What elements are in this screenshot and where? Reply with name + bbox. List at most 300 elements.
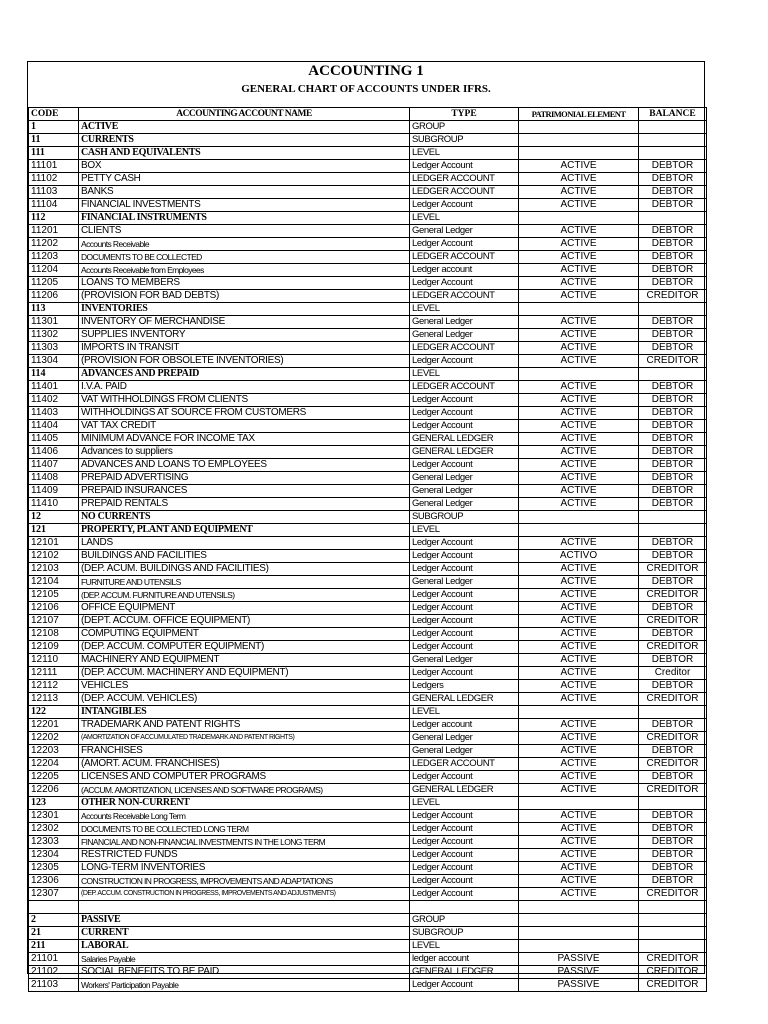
account-type: Ledger Account (410, 771, 519, 784)
table-row (29, 134, 707, 147)
patrimonial-element: PASSIVE (519, 979, 639, 992)
table-row (29, 784, 707, 797)
account-type: ledger account (410, 953, 519, 966)
table-row (29, 862, 707, 875)
account-code: 112 (29, 212, 79, 225)
table-row (29, 758, 707, 771)
account-code: 11103 (29, 186, 79, 199)
account-name: INVENTORY OF MERCHANDISE (79, 316, 410, 329)
table-row (29, 329, 707, 342)
account-code: 111 (29, 147, 79, 160)
table-row (29, 472, 707, 485)
account-code: 11404 (29, 420, 79, 433)
patrimonial-element: ACTIVE (519, 173, 639, 186)
patrimonial-element: ACTIVE (519, 810, 639, 823)
account-type: General Ledger (410, 732, 519, 745)
table-row (29, 316, 707, 329)
table-row (29, 186, 707, 199)
account-name: (PROVISION FOR BAD DEBTS) (79, 290, 410, 303)
account-code: 12107 (29, 615, 79, 628)
account-name: PREPAID INSURANCES (79, 485, 410, 498)
account-balance (639, 134, 707, 147)
account-type: Ledger Account (410, 420, 519, 433)
account-balance (639, 901, 707, 914)
account-code: 12108 (29, 628, 79, 641)
table-row (29, 511, 707, 524)
table-row (29, 615, 707, 628)
account-type: Ledger Account (410, 615, 519, 628)
patrimonial-element: ACTIVE (519, 446, 639, 459)
account-balance: CREDITOR (639, 953, 707, 966)
account-name: DOCUMENTS TO BE COLLECTED (79, 251, 410, 264)
table-row (29, 459, 707, 472)
account-name: FINANCIAL AND NON-FINANCIAL INVESTMENTS IN THE LONG TERM (79, 836, 410, 849)
document-header (28, 62, 704, 106)
account-balance (639, 368, 707, 381)
account-name: Salaries Payable (79, 953, 410, 966)
account-type: General Ledger (410, 485, 519, 498)
account-code: 11303 (29, 342, 79, 355)
patrimonial-element: ACTIVE (519, 342, 639, 355)
patrimonial-element: ACTIVE (519, 745, 639, 758)
patrimonial-element: ACTIVE (519, 264, 639, 277)
account-code: 21102 (29, 966, 79, 979)
table-row (29, 420, 707, 433)
account-name: (DEPT. ACCUM. OFFICE EQUIPMENT) (79, 615, 410, 628)
patrimonial-element: ACTIVE (519, 576, 639, 589)
patrimonial-element: ACTIVE (519, 381, 639, 394)
account-code: 21103 (29, 979, 79, 992)
account-name: (DEP. ACUM. BUILDINGS AND FACILITIES) (79, 563, 410, 576)
account-type: LEDGER ACCOUNT (410, 290, 519, 303)
account-balance: DEBTOR (639, 160, 707, 173)
table-row (29, 706, 707, 719)
account-type: Ledger Account (410, 888, 519, 901)
account-type: General Ledger (410, 654, 519, 667)
table-row (29, 732, 707, 745)
account-name: INTANGIBLES (79, 706, 410, 719)
account-code: 12305 (29, 862, 79, 875)
account-name: TRADEMARK AND PATENT RIGHTS (79, 719, 410, 732)
account-type: SUBGROUP (410, 134, 519, 147)
account-balance: CREDITOR (639, 784, 707, 797)
table-row (29, 888, 707, 901)
account-balance: DEBTOR (639, 550, 707, 563)
account-name: (PROVISION FOR OBSOLETE INVENTORIES) (79, 355, 410, 368)
table-row (29, 719, 707, 732)
account-type: LEVEL (410, 940, 519, 953)
account-balance: DEBTOR (639, 446, 707, 459)
patrimonial-element: ACTIVE (519, 641, 639, 654)
patrimonial-element: ACTIVE (519, 888, 639, 901)
patrimonial-element: ACTIVE (519, 407, 639, 420)
account-balance: Creditor (639, 667, 707, 680)
account-type: Ledger Account (410, 589, 519, 602)
column-header-element: PATRIMONIAL ELEMENT (519, 108, 639, 121)
account-name: RESTRICTED FUNDS (79, 849, 410, 862)
table-row (29, 628, 707, 641)
account-code: 211 (29, 940, 79, 953)
account-code: 11402 (29, 394, 79, 407)
account-name: CLIENTS (79, 225, 410, 238)
account-balance: DEBTOR (639, 862, 707, 875)
patrimonial-element (519, 303, 639, 316)
account-balance: DEBTOR (639, 420, 707, 433)
patrimonial-element: ACTIVE (519, 498, 639, 511)
account-code: 113 (29, 303, 79, 316)
account-balance: DEBTOR (639, 849, 707, 862)
account-name: INVENTORIES (79, 303, 410, 316)
patrimonial-element (519, 134, 639, 147)
account-type: Ledger Account (410, 810, 519, 823)
account-code: 12110 (29, 654, 79, 667)
account-type: Ledger Account (410, 667, 519, 680)
account-type: General Ledger (410, 576, 519, 589)
patrimonial-element (519, 511, 639, 524)
patrimonial-element (519, 121, 639, 134)
patrimonial-element: ACTIVE (519, 628, 639, 641)
account-balance: CREDITOR (639, 732, 707, 745)
account-name: CURRENTS (79, 134, 410, 147)
patrimonial-element: ACTIVE (519, 849, 639, 862)
patrimonial-element: ACTIVE (519, 784, 639, 797)
account-balance: CREDITOR (639, 615, 707, 628)
account-name: (AMORT. ACUM. FRANCHISES) (79, 758, 410, 771)
account-balance: DEBTOR (639, 186, 707, 199)
account-type: LEDGER ACCOUNT (410, 173, 519, 186)
account-name: DOCUMENTS TO BE COLLECTED LONG TERM (79, 823, 410, 836)
account-balance: DEBTOR (639, 472, 707, 485)
account-type: Ledger Account (410, 199, 519, 212)
patrimonial-element: ACTIVE (519, 693, 639, 706)
account-name: LONG-TERM INVENTORIES (79, 862, 410, 875)
account-balance: CREDITOR (639, 355, 707, 368)
account-type: Ledger Account (410, 563, 519, 576)
account-type: LEDGER ACCOUNT (410, 342, 519, 355)
table-header-row (29, 108, 707, 121)
account-code: 12103 (29, 563, 79, 576)
patrimonial-element: ACTIVE (519, 823, 639, 836)
account-name: (DEP. ACCUM. MACHINERY AND EQUIPMENT) (79, 667, 410, 680)
table-row (29, 368, 707, 381)
patrimonial-element: ACTIVE (519, 537, 639, 550)
account-type: Ledger Account (410, 628, 519, 641)
account-name: (DEP. ACCUM. VEHICLES) (79, 693, 410, 706)
patrimonial-element: ACTIVE (519, 875, 639, 888)
account-name: OTHER NON-CURRENT (79, 797, 410, 810)
patrimonial-element: ACTIVE (519, 563, 639, 576)
account-name: VAT WITHHOLDINGS FROM CLIENTS (79, 394, 410, 407)
patrimonial-element: ACTIVO (519, 550, 639, 563)
account-type: Ledger Account (410, 355, 519, 368)
account-type: Ledger Account (410, 459, 519, 472)
table-row (29, 485, 707, 498)
account-name: Accounts Receivable from Employees (79, 264, 410, 277)
account-name: VAT TAX CREDIT (79, 420, 410, 433)
table-row (29, 602, 707, 615)
table-row (29, 680, 707, 693)
account-type: Ledger Account (410, 823, 519, 836)
account-balance: DEBTOR (639, 264, 707, 277)
account-balance (639, 147, 707, 160)
patrimonial-element (519, 797, 639, 810)
patrimonial-element: ACTIVE (519, 316, 639, 329)
table-row (29, 160, 707, 173)
table-row (29, 654, 707, 667)
account-type: LEDGER ACCOUNT (410, 251, 519, 264)
patrimonial-element: ACTIVE (519, 277, 639, 290)
account-balance: CREDITOR (639, 979, 707, 992)
patrimonial-element: ACTIVE (519, 758, 639, 771)
table-row (29, 589, 707, 602)
account-name: (DEP. ACCUM. COMPUTER EQUIPMENT) (79, 641, 410, 654)
patrimonial-element: ACTIVE (519, 355, 639, 368)
account-name: Accounts Receivable Long Term (79, 810, 410, 823)
table-row (29, 212, 707, 225)
account-balance (639, 511, 707, 524)
account-balance (639, 927, 707, 940)
account-code: 12 (29, 511, 79, 524)
account-name: BUILDINGS AND FACILITIES (79, 550, 410, 563)
patrimonial-element: ACTIVE (519, 654, 639, 667)
account-type: Ledger Account (410, 979, 519, 992)
account-type: General Ledger (410, 472, 519, 485)
table-row (29, 303, 707, 316)
account-balance: DEBTOR (639, 394, 707, 407)
account-name: I.V.A. PAID (79, 381, 410, 394)
table-row (29, 745, 707, 758)
account-type: GROUP (410, 914, 519, 927)
table-row (29, 277, 707, 290)
account-code: 121 (29, 524, 79, 537)
patrimonial-element: ACTIVE (519, 199, 639, 212)
patrimonial-element: ACTIVE (519, 329, 639, 342)
table-row (29, 537, 707, 550)
account-code: 12104 (29, 576, 79, 589)
account-type: General Ledger (410, 316, 519, 329)
table-row (29, 823, 707, 836)
account-type: LEVEL (410, 368, 519, 381)
account-code: 12302 (29, 823, 79, 836)
table-row (29, 381, 707, 394)
account-balance (639, 797, 707, 810)
account-balance: DEBTOR (639, 537, 707, 550)
chart-of-accounts-sheet (27, 61, 705, 990)
account-name: WITHHOLDINGS AT SOURCE FROM CUSTOMERS (79, 407, 410, 420)
account-balance (639, 303, 707, 316)
column-header-type: TYPE (410, 108, 519, 121)
account-balance: DEBTOR (639, 810, 707, 823)
table-row (29, 901, 707, 914)
account-type: Ledger Account (410, 238, 519, 251)
table-row (29, 355, 707, 368)
account-type: LEDGER ACCOUNT (410, 381, 519, 394)
account-balance: CREDITOR (639, 563, 707, 576)
account-code: 11201 (29, 225, 79, 238)
patrimonial-element: ACTIVE (519, 719, 639, 732)
account-balance: DEBTOR (639, 342, 707, 355)
account-type: General Ledger (410, 745, 519, 758)
patrimonial-element: ACTIVE (519, 485, 639, 498)
column-header-code: CODE (29, 108, 79, 121)
account-type (410, 901, 519, 914)
account-code: 12203 (29, 745, 79, 758)
table-row (29, 407, 707, 420)
column-header-balance: BALANCE (639, 108, 707, 121)
account-name: (DEP. ACCUM. CONSTRUCTION IN PROGRESS, IMPROVEMENTS AND ADJUSTMENTS) (79, 888, 410, 901)
account-code: 12101 (29, 537, 79, 550)
patrimonial-element (519, 927, 639, 940)
account-code: 12106 (29, 602, 79, 615)
account-type: Ledgers (410, 680, 519, 693)
table-row (29, 433, 707, 446)
column-header-name: ACCOUNTING ACCOUNT NAME (79, 108, 410, 121)
account-code: 12109 (29, 641, 79, 654)
account-code: 12307 (29, 888, 79, 901)
account-balance (639, 524, 707, 537)
patrimonial-element: ACTIVE (519, 862, 639, 875)
account-balance: CREDITOR (639, 589, 707, 602)
account-name: (AMORTIZATION OF ACCUMULATED TRADEMARK AND PATENT RIGHTS) (79, 732, 410, 745)
account-type: Ledger account (410, 719, 519, 732)
account-code: 12301 (29, 810, 79, 823)
table-row (29, 849, 707, 862)
account-name: LOANS TO MEMBERS (79, 277, 410, 290)
account-balance (639, 706, 707, 719)
account-code: 12303 (29, 836, 79, 849)
patrimonial-element (519, 914, 639, 927)
patrimonial-element: PASSIVE (519, 953, 639, 966)
table-row (29, 875, 707, 888)
table-row (29, 940, 707, 953)
account-code: 11301 (29, 316, 79, 329)
account-code: 1 (29, 121, 79, 134)
account-code: 12112 (29, 680, 79, 693)
account-balance: DEBTOR (639, 238, 707, 251)
account-type: GENERAL LEDGER (410, 966, 519, 979)
account-code: 11203 (29, 251, 79, 264)
account-type: SUBGROUP (410, 927, 519, 940)
patrimonial-element (519, 368, 639, 381)
account-balance (639, 940, 707, 953)
account-type: LEVEL (410, 706, 519, 719)
table-row (29, 121, 707, 134)
table-row (29, 797, 707, 810)
table-row (29, 693, 707, 706)
account-name: PETTY CASH (79, 173, 410, 186)
account-type: GROUP (410, 121, 519, 134)
account-type: Ledger Account (410, 849, 519, 862)
account-balance: DEBTOR (639, 251, 707, 264)
account-type: Ledger Account (410, 160, 519, 173)
account-name: PREPAID RENTALS (79, 498, 410, 511)
table-row (29, 641, 707, 654)
patrimonial-element (519, 940, 639, 953)
account-code (29, 901, 79, 914)
account-type: LEVEL (410, 212, 519, 225)
account-type: SUBGROUP (410, 511, 519, 524)
table-row (29, 173, 707, 186)
account-type: General Ledger (410, 225, 519, 238)
account-type: LEDGER ACCOUNT (410, 758, 519, 771)
account-code: 21101 (29, 953, 79, 966)
account-balance: DEBTOR (639, 225, 707, 238)
account-name: (ACCUM. AMORTIZATION, LICENSES AND SOFTWARE PROGRAMS) (79, 784, 410, 797)
account-type: Ledger Account (410, 862, 519, 875)
account-balance: DEBTOR (639, 719, 707, 732)
account-type: Ledger Account (410, 641, 519, 654)
table-row (29, 524, 707, 537)
account-type: Ledger Account (410, 602, 519, 615)
account-type: LEVEL (410, 147, 519, 160)
account-name: BANKS (79, 186, 410, 199)
account-name: PREPAID ADVERTISING (79, 472, 410, 485)
accounts-table (28, 107, 707, 992)
account-code: 12111 (29, 667, 79, 680)
account-code: 122 (29, 706, 79, 719)
account-type: LEVEL (410, 524, 519, 537)
account-code: 114 (29, 368, 79, 381)
account-code: 12304 (29, 849, 79, 862)
table-row (29, 264, 707, 277)
account-code: 11204 (29, 264, 79, 277)
account-balance: CREDITOR (639, 693, 707, 706)
account-code: 11410 (29, 498, 79, 511)
account-name: BOX (79, 160, 410, 173)
account-type: GENERAL LEDGER (410, 433, 519, 446)
account-name: CURRENT (79, 927, 410, 940)
patrimonial-element: ACTIVE (519, 667, 639, 680)
account-type: LEDGER ACCOUNT (410, 186, 519, 199)
patrimonial-element: ACTIVE (519, 615, 639, 628)
account-type: LEVEL (410, 797, 519, 810)
account-type: GENERAL LEDGER (410, 784, 519, 797)
account-name: IMPORTS IN TRANSIT (79, 342, 410, 355)
account-code: 11205 (29, 277, 79, 290)
account-code: 11409 (29, 485, 79, 498)
account-code: 11 (29, 134, 79, 147)
account-name: SOCIAL BENEFITS TO BE PAID (79, 966, 410, 979)
table-row (29, 238, 707, 251)
account-code: 12306 (29, 875, 79, 888)
account-name: FINANCIAL INVESTMENTS (79, 199, 410, 212)
account-code: 123 (29, 797, 79, 810)
table-row (29, 251, 707, 264)
account-name: ACTIVE (79, 121, 410, 134)
table-row (29, 498, 707, 511)
account-balance: DEBTOR (639, 459, 707, 472)
table-row (29, 927, 707, 940)
account-code: 21 (29, 927, 79, 940)
account-balance: DEBTOR (639, 433, 707, 446)
account-balance: DEBTOR (639, 745, 707, 758)
patrimonial-element: ACTIVE (519, 680, 639, 693)
account-balance: DEBTOR (639, 316, 707, 329)
account-type: General Ledger (410, 498, 519, 511)
table-row (29, 290, 707, 303)
account-code: 11104 (29, 199, 79, 212)
account-balance: DEBTOR (639, 498, 707, 511)
account-balance: CREDITOR (639, 290, 707, 303)
account-type: Ledger Account (410, 550, 519, 563)
account-code: 12202 (29, 732, 79, 745)
account-balance: DEBTOR (639, 199, 707, 212)
table-row (29, 147, 707, 160)
account-balance: DEBTOR (639, 277, 707, 290)
account-code: 11408 (29, 472, 79, 485)
patrimonial-element: ACTIVE (519, 238, 639, 251)
account-name: (DEP. ACCUM. FURNITURE AND UTENSILS) (79, 589, 410, 602)
